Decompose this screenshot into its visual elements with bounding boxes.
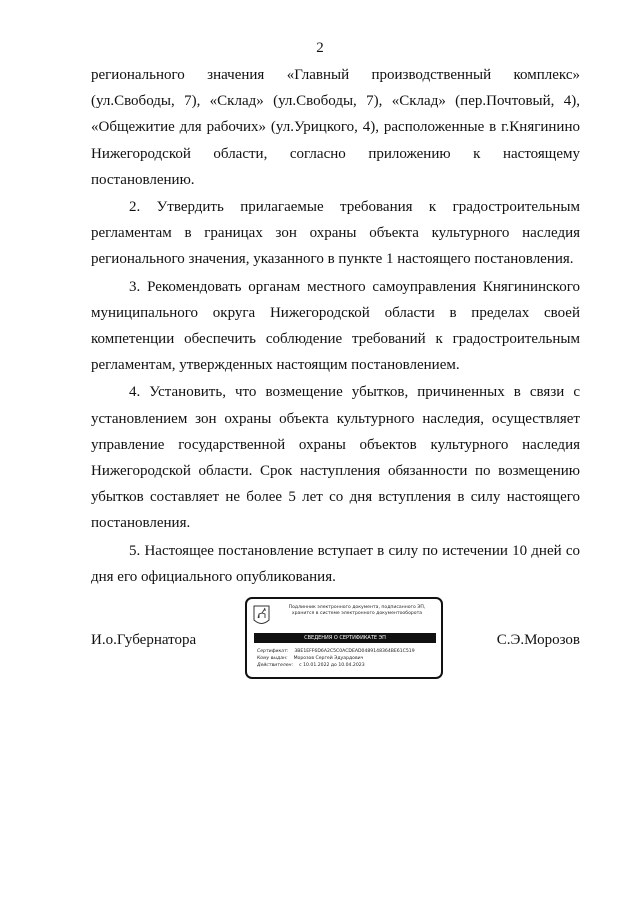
owner-value: Морозов Сергей Эдуардович bbox=[293, 656, 364, 661]
paragraph-item-4: 4. Установить, что возмещение убытков, причиненных в связи с установлением зон охраны объекта культурного наследия, осуществляет управление государственной охраны объектов культурного наследия Нижегородской области. Срок наступления обязанности по возмещению убытков составляет не более 5 лет со дня вступления в силу настоящего постановления. bbox=[91, 384, 580, 532]
certificate-line bbox=[257, 648, 437, 655]
paragraph-item-3: 3. Рекомендовать органам местного самоуправления Княгининского муниципального округа Нижегородской области в пределах своей компетенции обеспечить соблюдение требований к градостроительным регламентам, утвержденных настоящим постановлением. bbox=[91, 278, 580, 374]
paragraph-continuation: регионального значения «Главный производственный комплекс» (ул.Свободы, 7), «Склад» (ул.Свободы, 7), «Склад» (пер.Почтовый, 4), «Общежитие для рабочих» (ул.Урицкого, 4), расположенные в г.Княгинино Нижегородской области, согласно приложению к настоящему постановлению. bbox=[91, 67, 580, 188]
signatory-name: С.Э.Морозов bbox=[496, 632, 580, 648]
stamp-header: СВЕДЕНИЯ О СЕРТИФИКАТЕ ЭП bbox=[254, 633, 436, 643]
stamp-details bbox=[257, 648, 437, 669]
paragraph-item-2: 2. Утвердить прилагаемые требования к градостроительным регламентам в границах зон охраны объекта культурного наследия регионального значения, указанного в пункте 1 настоящего постановления. bbox=[91, 199, 580, 268]
owner-line bbox=[257, 655, 437, 662]
stamp-notice-line-1: Подлинник электронного документа, подписанного ЭП, bbox=[288, 605, 426, 610]
validity-value: с 10.01.2022 до 10.04.2023 bbox=[299, 663, 365, 668]
document-body bbox=[91, 62, 580, 590]
validity-line bbox=[257, 662, 437, 669]
owner-label: Кому выдан: bbox=[257, 656, 288, 661]
deer-emblem-icon bbox=[253, 605, 270, 627]
signatory-title: И.о.Губернатора bbox=[91, 632, 197, 648]
paragraph-item-5: 5. Настоящее постановление вступает в силу по истечении 10 дней со дня его официального опубликования. bbox=[91, 542, 580, 585]
certificate-value: 3BE1EFF6D6A2C5C0ACDEAD0489148364BE61C519 bbox=[294, 649, 415, 654]
stamp-notice bbox=[277, 605, 437, 617]
page-number: 2 bbox=[316, 40, 324, 56]
stamp-notice-line-2: хранится в системе электронного документооборота bbox=[291, 611, 423, 616]
electronic-signature-stamp bbox=[245, 597, 443, 679]
certificate-label: Сертификат: bbox=[257, 649, 289, 654]
validity-label: Действителен: bbox=[257, 663, 294, 668]
